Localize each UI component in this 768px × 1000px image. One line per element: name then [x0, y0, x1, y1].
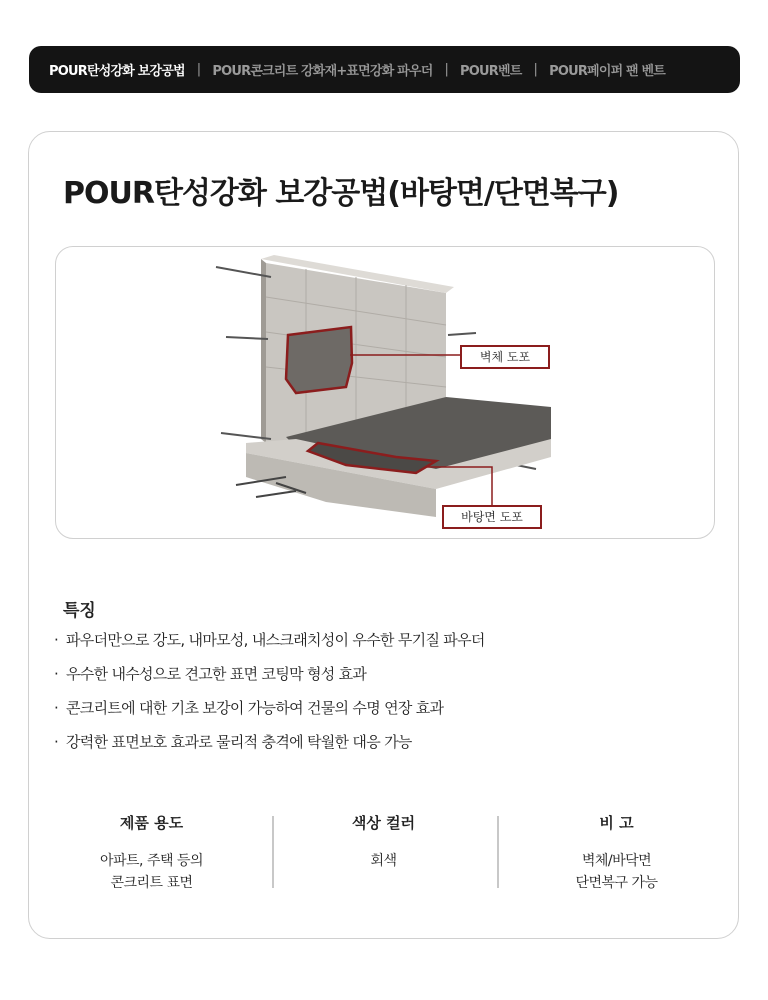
list-item: [54, 664, 485, 698]
bullet: ·: [54, 665, 59, 683]
top-nav: [29, 46, 740, 93]
list-item: [54, 630, 485, 664]
spec-usage-heading: 제품 용도: [119, 814, 184, 832]
tab-pour-vent[interactable]: POUR벤트: [460, 64, 522, 79]
tab-paper-fan-vent[interactable]: POUR페이퍼 팬 벤트: [549, 64, 666, 79]
feature-text: 우수한 내수성으로 견고한 표면 코팅막 형성 효과: [66, 665, 367, 683]
nav-separator: |: [444, 62, 449, 77]
bullet: ·: [54, 631, 59, 649]
nav-separator: |: [196, 62, 201, 77]
column-divider: [497, 816, 499, 888]
tab-concrete-hardener[interactable]: POUR콘크리트 강화재+표면강화 파우더: [212, 64, 433, 79]
feature-text: 콘크리트에 대한 기초 보강이 가능하여 건물의 수명 연장 효과: [66, 699, 444, 717]
spec-note-heading: 비 고: [599, 814, 634, 832]
product-card: [28, 131, 739, 939]
nav-separator: |: [533, 62, 538, 77]
wall-edge: [261, 259, 266, 443]
features-heading: 특징: [63, 601, 96, 621]
spec-note: [504, 812, 729, 894]
feature-text: 강력한 표면보호 효과로 물리적 충격에 탁월한 대응 가능: [66, 733, 412, 751]
spec-color-heading: 색상 컬러: [351, 814, 416, 832]
spec-color: [271, 812, 496, 872]
feature-text: 파우더만으로 강도, 내마모성, 내스크래치성이 우수한 무기질 파우더: [66, 631, 485, 649]
spec-usage-value: 아파트, 주택 등의 콘크리트 표면: [99, 853, 204, 891]
list-item: [54, 698, 485, 732]
spec-color-value: 회색: [370, 853, 397, 869]
spec-table: [29, 812, 740, 902]
floor-coating-label: 바탕면 도포: [442, 505, 542, 529]
bullet: ·: [54, 733, 59, 751]
page-title: POUR탄성강화 보강공법(바탕면/단면복구): [63, 176, 619, 211]
bullet: ·: [54, 699, 59, 717]
spec-note-value: 벽체/바닥면 단면복구 가능: [575, 853, 658, 891]
list-item: [54, 732, 485, 766]
tab-elastic-reinforcement[interactable]: POUR탄성강화 보강공법: [49, 64, 185, 79]
features-list: [54, 630, 485, 766]
wall-application-highlight: [286, 327, 352, 393]
spec-usage: [39, 812, 264, 894]
application-diagram: [55, 246, 715, 539]
wall-coating-label: 벽체 도포: [460, 345, 550, 369]
concrete-wall-floor-illustration: [56, 247, 715, 539]
